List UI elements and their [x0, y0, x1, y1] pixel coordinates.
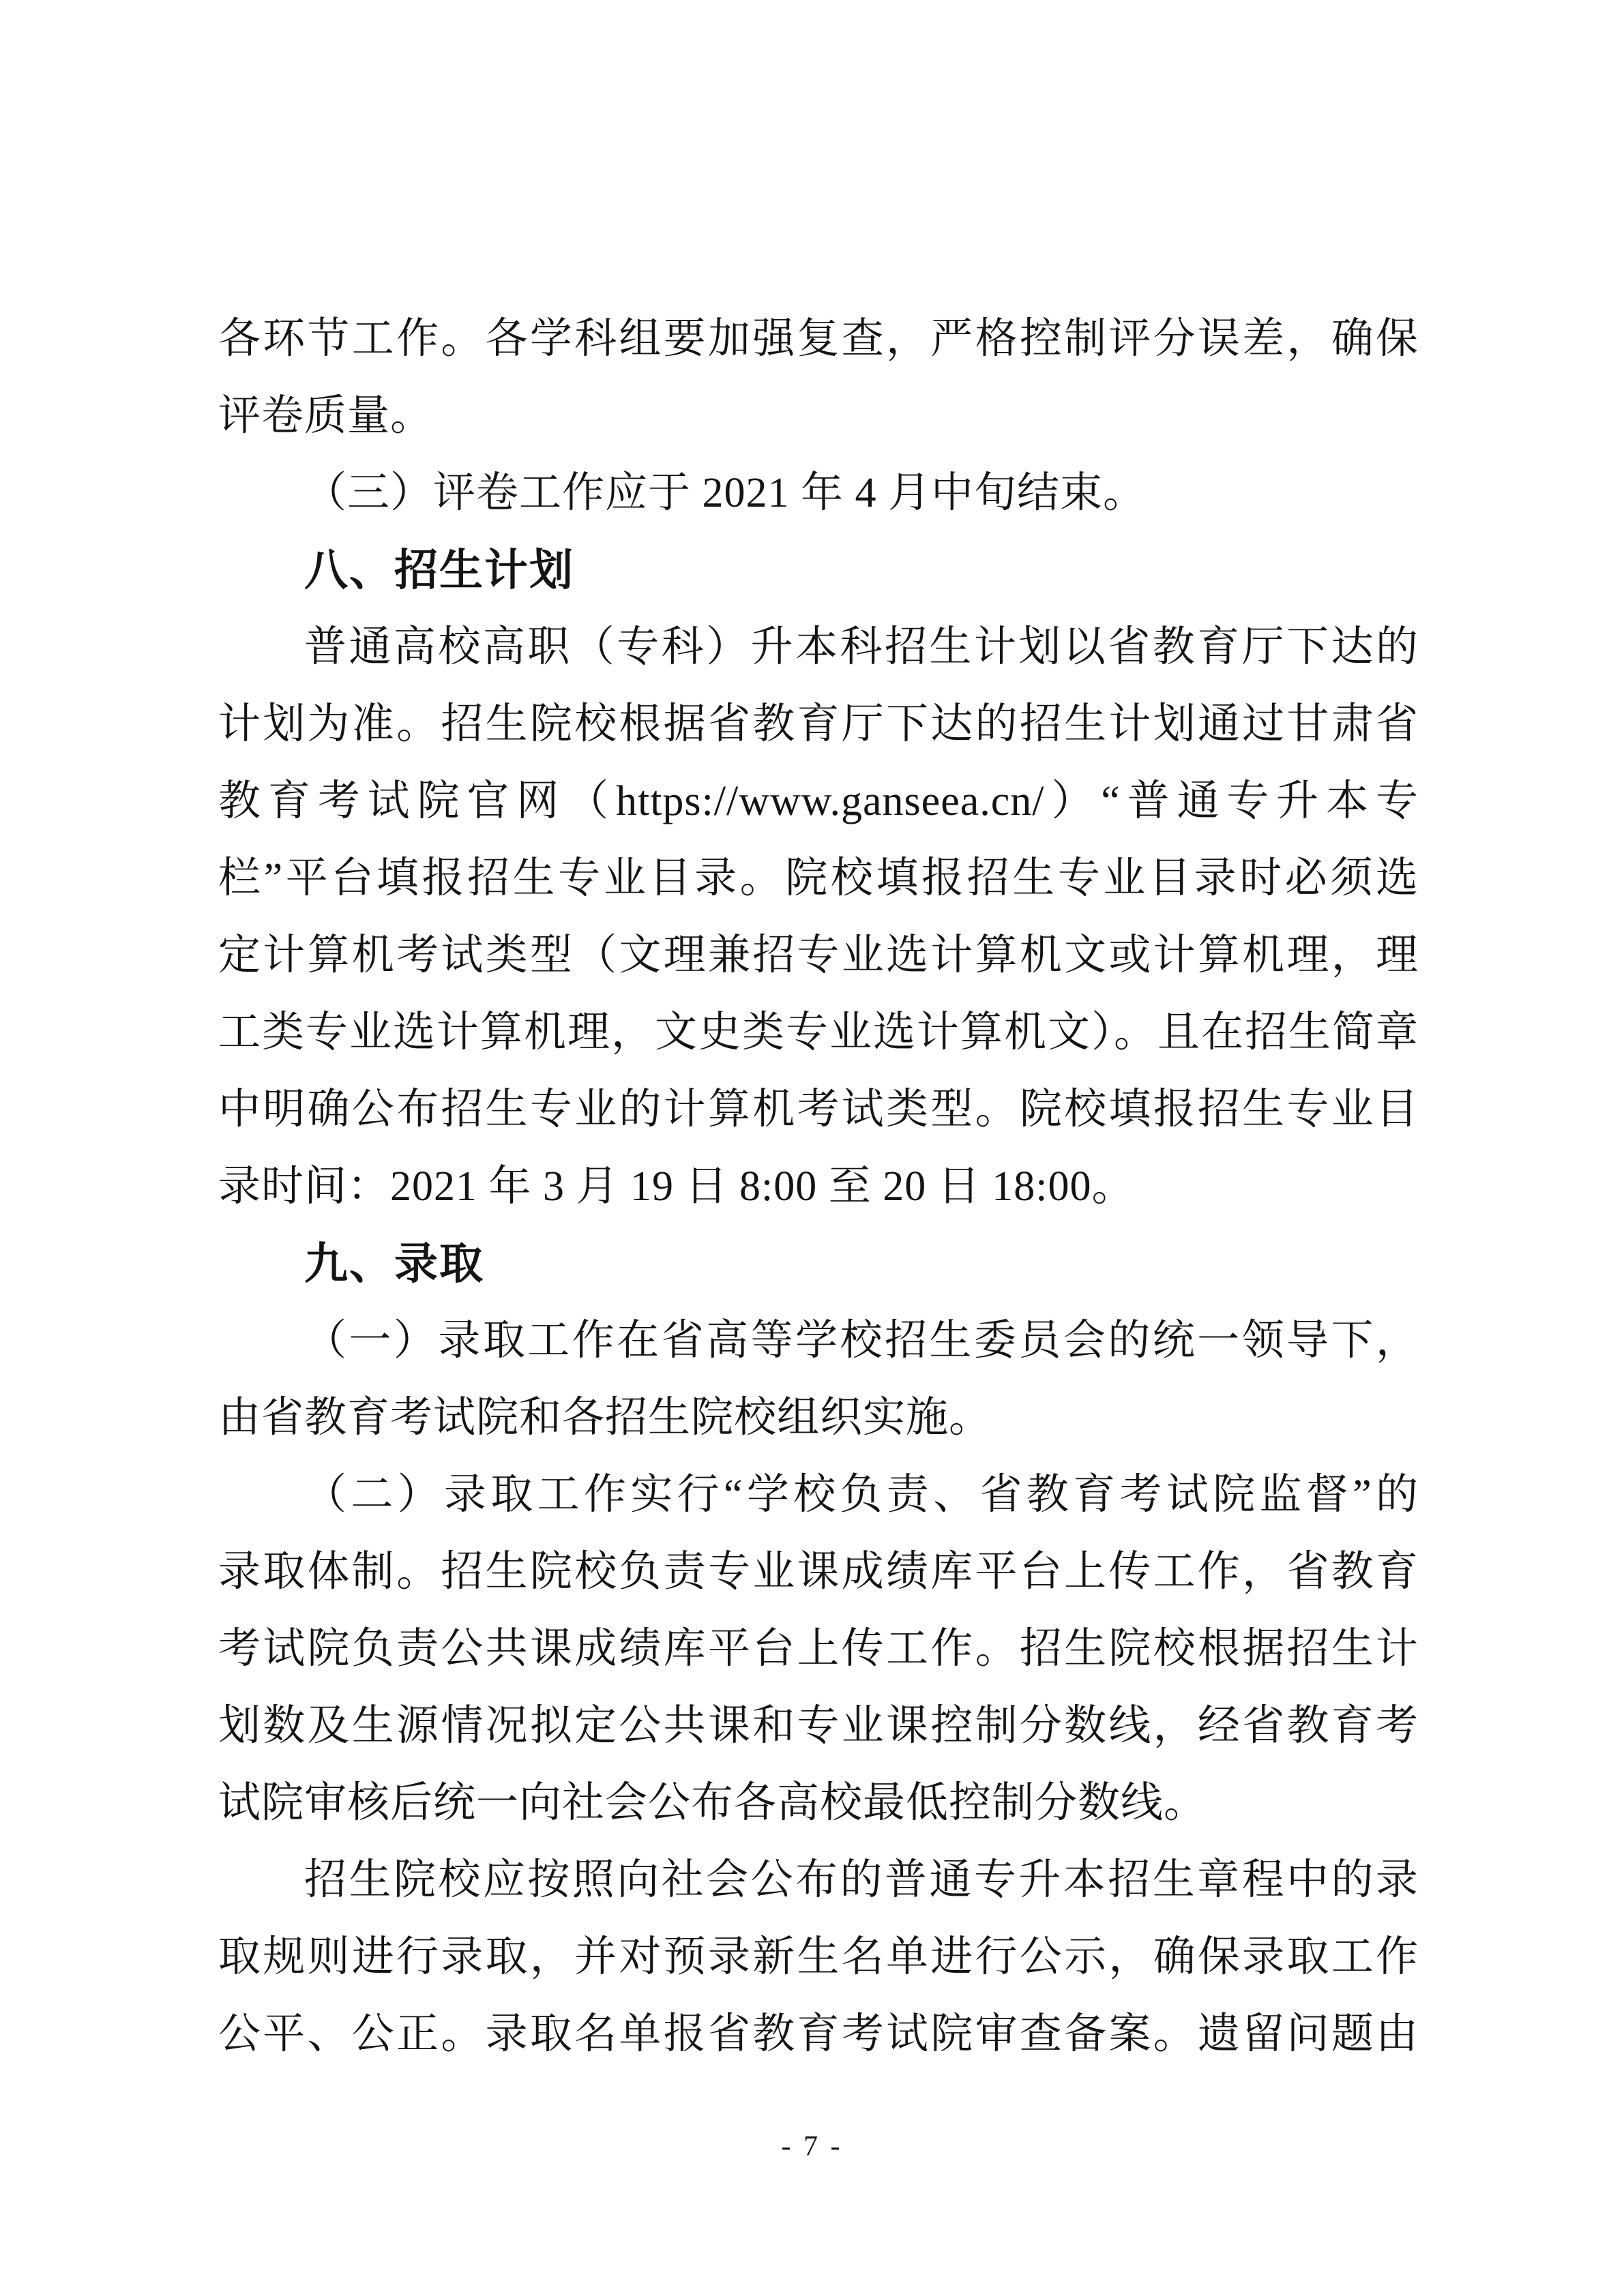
text-column — [218, 301, 1419, 2073]
text-line: 录时间：2021 年 3 月 19 日 8:00 至 20 日 18:00。 — [218, 1163, 1135, 1210]
text-line: 取规则进行录取，并对预录新生名单进行公示，确保录取工作 — [218, 1934, 1419, 1980]
text-line: 划数及生源情况拟定公共课和专业课控制分数线，经省教育考 — [218, 1703, 1419, 1749]
text-line: 中明确公布招生专业的计算机考试类型。院校填报招生专业目 — [218, 1086, 1419, 1133]
text-line-with-url: 教育考试院官网（https://www.ganseea.cn/）“普通专升本专 — [218, 778, 1419, 824]
text-line: 试院审核后统一向社会公布各高校最低控制分数线。 — [218, 1780, 1207, 1826]
text-line: 栏”平台填报招生专业目录。院校填报招生专业目录时必须选 — [218, 855, 1419, 901]
text-line: 普通高校高职（专科）升本科招生计划以省教育厅下达的 — [304, 624, 1419, 670]
section-heading-9: 九、录取 — [304, 1239, 484, 1288]
text-line: 评卷质量。 — [218, 393, 434, 439]
text-line: 定计算机考试类型（文理兼招专业选计算机文或计算机理，理 — [218, 932, 1419, 979]
text-line: 录取体制。招生院校负责专业课成绩库平台上传工作，省教育 — [218, 1549, 1419, 1595]
text-line: （三）评卷工作应于 2021 年 4 月中旬结束。 — [304, 470, 1147, 516]
text-line: （二）录取工作实行“学校负责、省教育考试院监督”的 — [304, 1472, 1419, 1518]
text-line: 工类专业选计算机理，文史类专业选计算机文）。且在招生简章 — [218, 1009, 1419, 1056]
text-line: 各环节工作。各学科组要加强复查，严格控制评分误差，确保 — [218, 316, 1419, 362]
text-line: （一）录取工作在省高等学校招生委员会的统一领导下， — [304, 1317, 1419, 1364]
page-number: - 7 - — [781, 2131, 843, 2162]
text-line: 公平、公正。录取名单报省教育考试院审查备案。遗留问题由 — [218, 2011, 1419, 2057]
text-line: 由省教育考试院和各招生院校组织实施。 — [218, 1395, 992, 1441]
section-heading-8: 八、招生计划 — [304, 546, 574, 595]
text-line: 计划为准。招生院校根据省教育厅下达的招生计划通过甘肃省 — [218, 701, 1419, 747]
text-line: 考试院负责公共课成绩库平台上传工作。招生院校根据招生计 — [218, 1626, 1419, 1672]
text-line: 招生院校应按照向社会公布的普通专升本招生章程中的录 — [304, 1857, 1419, 1903]
